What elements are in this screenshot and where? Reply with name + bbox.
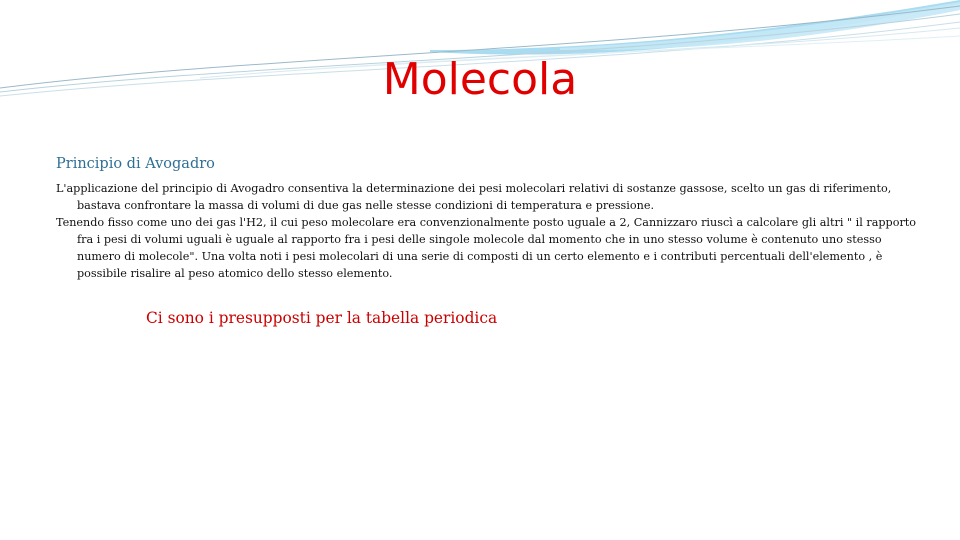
- slide-title: Molecola: [382, 54, 578, 105]
- section-heading: Principio di Avogadro: [56, 156, 215, 172]
- paragraph-cannizzaro: Tenendo fisso come uno dei gas l'H2, il cui peso molecolare era convenzionalmente posto uguale a 2, Cannizzaro riuscì a calcolare gli altri " il rapporto fra i pesi di volumi uguali è uguale al rapporto fra i pesi delle singole molecole dal momento che in uno stesso volume è contenuto uno stesso numero di molecole". Una volta noti i pesi molecolari di una serie di composti di un certo elemento e i contributi percentuali dell'elemento , è possibile risalire al peso atomico dello stesso elemento.: [56, 216, 917, 280]
- swoosh-fill-light: [560, 2, 960, 50]
- conclusion-text: Ci sono i presupposti per la tabella periodica: [146, 309, 498, 327]
- paragraph-avogadro-application: L'applicazione del principio di Avogadro consentiva la determinazione dei pesi molecolari relativi di sostanze gassose, scelto un gas di riferimento, bastava confrontare la massa di volumi di due gas nelle stesse condizioni di temperatura e pressione.: [56, 182, 892, 212]
